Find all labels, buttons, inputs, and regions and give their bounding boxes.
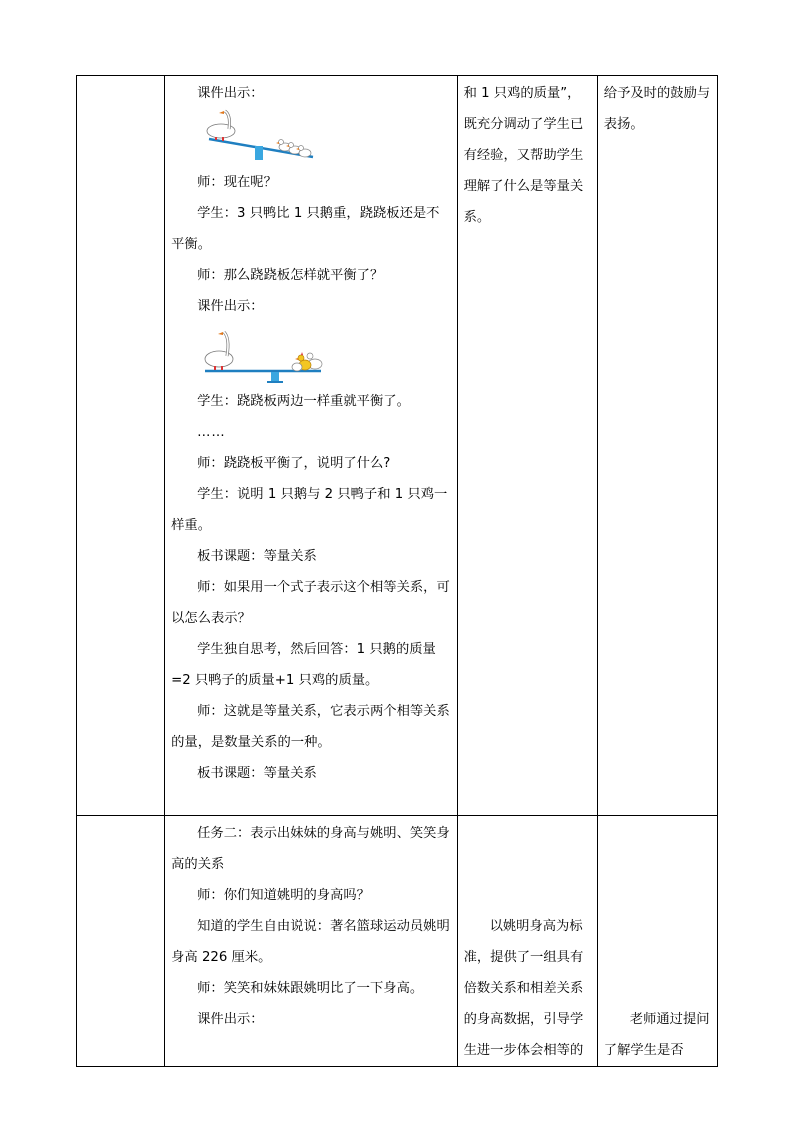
process-cell	[165, 76, 457, 816]
seesaw-goose-vs-ducks-figure	[201, 109, 450, 167]
ducks-and-chicken-icon	[292, 352, 322, 371]
stage-cell	[77, 816, 165, 1067]
goose-icon	[207, 111, 235, 141]
lesson-table	[76, 75, 718, 1067]
process-line: 板书课题：等量关系	[197, 549, 317, 564]
evaluation-cell	[597, 76, 717, 816]
process-line: 师：现在呢？	[197, 175, 277, 190]
process-line: 师：笑笑和妹妹跟姚明比了一下身高。	[197, 981, 424, 996]
process-line: 师：如果用一个式子表示这个相等关系，可以怎么表示？	[171, 580, 450, 626]
evaluation-cell	[597, 816, 717, 1067]
process-line: 板书课题：等量关系	[197, 766, 317, 781]
process-line: 课件出示：	[197, 1012, 264, 1027]
process-line: 知道的学生自由说说：著名篮球运动员姚明身高 226 厘米。	[171, 919, 450, 965]
process-line: 课件出示：	[197, 299, 264, 314]
process-line: 师：这就是等量关系，它表示两个相等关系的量，是数量关系的一种。	[171, 704, 450, 750]
process-line: 师：你们知道姚明的身高吗？	[197, 888, 370, 903]
process-line: 师：跷跷板平衡了，说明了什么?	[197, 456, 391, 471]
seesaw-balanced-figure	[201, 326, 450, 386]
stage-cell	[77, 76, 165, 816]
process-line: 学生：3 只鸭比 1 只鹅重，跷跷板还是不平衡。	[171, 206, 440, 252]
process-line: 学生：说明 1 只鹅与 2 只鸭子和 1 只鸡一样重。	[171, 487, 448, 533]
intent-cell	[457, 816, 597, 1067]
evaluation-text: 给予及时的鼓励与表扬。	[603, 86, 711, 132]
process-cell	[165, 816, 457, 1067]
process-line: 师：那么跷跷板怎样就平衡了？	[197, 268, 384, 283]
process-line: ……	[197, 425, 226, 440]
process-line: 任务二：表示出妹妹的身高与姚明、笑笑身高的关系	[171, 826, 450, 872]
intent-cell	[457, 76, 597, 816]
process-line: 课件出示：	[197, 86, 264, 101]
intent-text: 和 1 只鸡的质量”，既充分调动了学生已有经验，又帮助学生理解了什么是等量关系。	[463, 86, 584, 225]
intent-text: 以姚明身高为标准，提供了一组具有倍数关系和相差关系的身高数据，引导学生进一步体会相等的	[463, 919, 584, 1058]
process-line: 学生：跷跷板两边一样重就平衡了。	[197, 394, 410, 409]
table-row	[77, 816, 718, 1067]
process-line: 学生独自思考，然后回答：1 只鹅的质量=2 只鸭子的质量+1 只鸡的质量。	[171, 642, 436, 688]
table-row	[77, 76, 718, 816]
goose-icon	[205, 332, 233, 370]
evaluation-text: 老师通过提问了解学生是否	[603, 1012, 710, 1058]
